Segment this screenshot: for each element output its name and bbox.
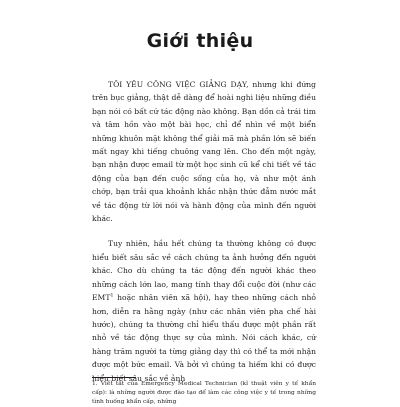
paragraph-2 (92, 237, 316, 384)
paragraph-2-part-b: hoặc nhân viên xã hội), hay theo những cách nhỏ hơn, diễn ra hằng ngày (như các nhân viên pha chế hài hước), chúng ta thường chỉ hiểu thấu được một phần rất nhỏ về tác động thực sự của mình. Nói cách khác, cứ hàng trăm người ta từng giảng dạy thì có thể ta mới nhận được một bức email. Và bởi vì chúng ta hiếm khi có được hiểu biết sâu sắc về ảnh (92, 293, 316, 383)
paragraph-2-part-a: Tuy nhiên, hầu hết chúng ta thường không có được hiểu biết sâu sắc về cách chúng ta ảnh hưởng đến người khác. Cho dù chúng ta tác động đến người khác theo những cách lớn lao, mang tính thay đổi cuộc đời (như các EMT (92, 239, 316, 303)
footnote-marker: 1 (110, 292, 114, 299)
chapter-title: Giới thiệu (146, 30, 254, 52)
footnote: 1. Viết tắt của Emergency Medical Technician (kĩ thuật viên y tế khẩn cấp): là những người được đào tạo để làm các công việc y tế trong những tình huống khẩn cấp, những (92, 381, 316, 405)
footnote-divider (92, 377, 136, 378)
paragraph-1: TÔI YÊU CÔNG VIỆC GIẢNG DẠY, nhưng khi đứng trên bục giảng, thật dễ dàng để hoài nghi liệu những điều bạn nói có bất cứ tác động nào không. Bạn dồn cả trái tim và tâm hồn vào một bài học, chỉ để nhìn về một biển những khuôn mặt không thể giải mã mà phần lớn sẽ biến mất ngay khi tiếng chuông vang lên. Cho đến một ngày, bạn nhận được email từ một học sinh cũ kể chi tiết về tác động của bạn đến cuộc sống của họ, và như một ánh chớp, bạn trải qua khoảnh khắc nhận thức đẫm nước mắt về tác động từ lời nói và hành động của mình đến người khác. (92, 80, 316, 224)
body-text (92, 78, 316, 397)
